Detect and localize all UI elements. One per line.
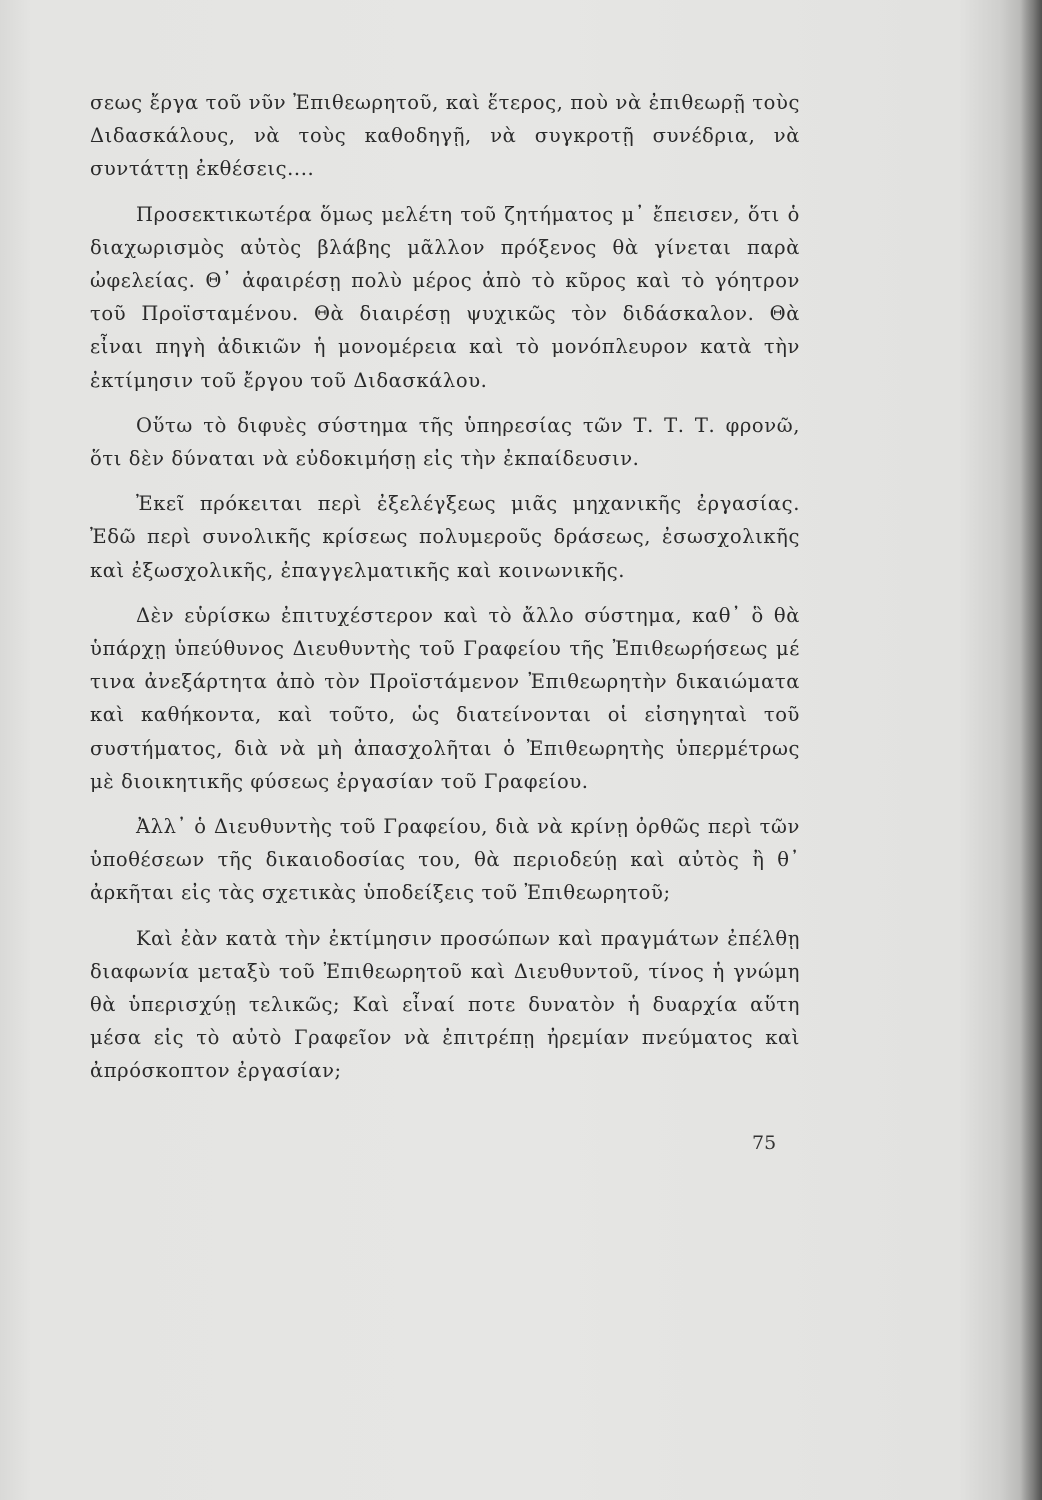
- page-edge-shadow: [1020, 0, 1042, 1500]
- paragraph-continued: σεως ἔργα τοῦ νῦν Ἐπιθεωρητοῦ, καὶ ἕτερος, ποὺ νὰ ἐπιθεωρῇ τοὺς Διδασκάλους, νὰ τοὺς καθοδηγῇ, νὰ συγκροτῇ συνέδρια, νὰ συντάττῃ ἐκθέσεις....: [90, 91, 800, 181]
- paragraph: Καὶ ἐὰν κατὰ τὴν ἐκτίμησιν προσώπων καὶ πραγμάτων ἐπέλθῃ διαφωνία μεταξὺ τοῦ Ἐπιθεωρητοῦ καὶ Διευθυντοῦ, τίνος ἡ γνώμη θὰ ὑπερισχύῃ τελικῶς; Καὶ εἶναί ποτε δυνατὸν ἡ δυαρχία αὕτη μέσα εἰς τὸ αὐτὸ Γραφεῖον νὰ ἐπιτρέπῃ ἠρεμίαν πνεύματος καὶ ἀπρόσκοπτον ἐργασίαν;: [90, 926, 800, 1083]
- body-text: [90, 86, 800, 1100]
- paragraph: Ἀλλ᾽ ὁ Διευθυντὴς τοῦ Γραφείου, διὰ νὰ κρίνῃ ὀρθῶς περὶ τῶν ὑποθέσεων τῆς δικαιοδοσίας του, θὰ περιοδεύῃ καὶ αὐτὸς ἢ θ᾽ ἀρκῆται εἰς τὰς σχετικὰς ὑποδείξεις τοῦ Ἐπιθεωρητοῦ;: [90, 815, 800, 905]
- paragraph: Οὕτω τὸ διφυὲς σύστημα τῆς ὑπηρεσίας τῶν Τ. Τ. Τ. φρονῶ, ὅτι δὲν δύναται νὰ εὐδοκιμήσῃ εἰς τὴν ἐκπαίδευσιν.: [90, 413, 800, 471]
- page-number: 75: [752, 1132, 777, 1154]
- paragraph: Προσεκτικωτέρα ὅμως μελέτη τοῦ ζητήματος μ᾽ ἔπεισεν, ὅτι ὁ διαχωρισμὸς αὐτὸς βλάβης μᾶλλον πρόξενος θὰ γίνεται παρὰ ὠφελείας. Θ᾽ ἀφαιρέσῃ πολὺ μέρος ἀπὸ τὸ κῦρος καὶ τὸ γόητρον τοῦ Προϊσταμένου. Θὰ διαιρέσῃ ψυχικῶς τὸν διδάσκαλον. Θὰ εἶναι πηγὴ ἀδικιῶν ἡ μονομέρεια καὶ τὸ μονόπλευρον κατὰ τὴν ἐκτίμησιν τοῦ ἔργου τοῦ Διδασκάλου.: [90, 202, 800, 392]
- paragraph: Ἐκεῖ πρόκειται περὶ ἐξελέγξεως μιᾶς μηχανικῆς ἐργασίας. Ἐδῶ περὶ συνολικῆς κρίσεως πολυμεροῦς δράσεως, ἐσωσχολικῆς καὶ ἐξωσχολικῆς, ἐπαγγελματικῆς καὶ κοινωνικῆς.: [90, 492, 800, 582]
- paragraph: Δὲν εὑρίσκω ἐπιτυχέστερον καὶ τὸ ἄλλο σύστημα, καθ᾽ ὃ θὰ ὑπάρχῃ ὑπεύθυνος Διευθυντὴς τοῦ Γραφείου τῆς Ἐπιθεωρήσεως μέ τινα ἀνεξάρτητα ἀπὸ τὸν Προϊστάμενον Ἐπιθεωρητὴν δικαιώματα καὶ καθήκοντα, καὶ τοῦτο, ὡς διατείνονται οἱ εἰσηγηταὶ τοῦ συστήματος, διὰ νὰ μὴ ἀπασχολῆται ὁ Ἐπιθεωρητὴς ὑπερμέτρως μὲ διοικητικῆς φύσεως ἐργασίαν τοῦ Γραφείου.: [90, 603, 800, 793]
